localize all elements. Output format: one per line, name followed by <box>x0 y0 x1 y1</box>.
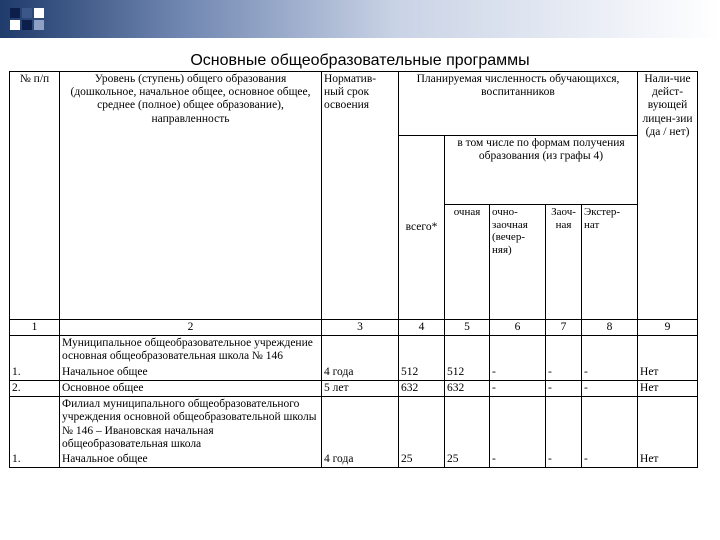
decorative-square <box>22 8 32 18</box>
table-row <box>10 380 698 396</box>
org-row <box>10 397 698 452</box>
row-correspondence: - <box>546 452 582 468</box>
row-level: Начальное общее <box>60 452 322 468</box>
row-total: 25 <box>399 452 445 468</box>
org-name: Муниципальное общеобразовательное учреждение основная общеобразовательная школа № 146 <box>60 336 322 365</box>
row-part-time: - <box>490 365 546 381</box>
column-number: 2 <box>60 320 322 336</box>
row-external: - <box>582 452 638 468</box>
row-license: Нет <box>638 452 698 468</box>
decorative-square <box>34 8 44 18</box>
column-number: 4 <box>399 320 445 336</box>
row-level: Начальное общее <box>60 365 322 381</box>
header-level: Уровень (ступень) общего образования (дошкольное, начальное общее, основное общее, среднее (полное) общее образование), направленность <box>60 72 322 320</box>
row-num: 1. <box>10 452 60 468</box>
row-num: 1. <box>10 365 60 381</box>
row-external: - <box>582 365 638 381</box>
header-term: Норматив-ный срок освоения <box>322 72 399 320</box>
header-planned: Планируемая численность обучающихся, воспитанников <box>399 72 638 136</box>
column-number: 7 <box>546 320 582 336</box>
header-correspondence: Заоч-ная <box>546 205 582 320</box>
decorative-header-bar <box>0 0 720 38</box>
header-including: в том числе по формам получения образования (из графы 4) <box>445 136 638 205</box>
header-total: всего* <box>399 136 445 320</box>
decorative-square <box>10 8 20 18</box>
header-license: Нали-чие дейст-вующей лицен-зии (да / нет) <box>638 72 698 320</box>
header-num: № п/п <box>10 72 60 320</box>
row-term: 5 лет <box>322 380 399 396</box>
column-number: 3 <box>322 320 399 336</box>
decorative-square <box>10 20 20 30</box>
table-row <box>10 452 698 468</box>
table-row <box>10 365 698 381</box>
column-number-row <box>10 320 698 336</box>
column-number: 8 <box>582 320 638 336</box>
header-external: Экстер-нат <box>582 205 638 320</box>
decorative-square <box>22 20 32 30</box>
column-number: 9 <box>638 320 698 336</box>
row-correspondence: - <box>546 365 582 381</box>
programs-table <box>9 71 698 468</box>
row-license: Нет <box>638 365 698 381</box>
row-external: - <box>582 380 638 396</box>
row-part-time: - <box>490 452 546 468</box>
decorative-square <box>34 20 44 30</box>
row-full-time: 512 <box>445 365 490 381</box>
header-part-time: очно-заочная (вечер-няя) <box>490 205 546 320</box>
column-number: 1 <box>10 320 60 336</box>
row-total: 512 <box>399 365 445 381</box>
column-number: 6 <box>490 320 546 336</box>
row-term: 4 года <box>322 365 399 381</box>
slide-title: Основные общеобразовательные программы <box>190 52 530 69</box>
row-term: 4 года <box>322 452 399 468</box>
header-full-time: очная <box>445 205 490 320</box>
org-row <box>10 336 698 365</box>
column-number: 5 <box>445 320 490 336</box>
row-num: 2. <box>10 380 60 396</box>
row-correspondence: - <box>546 380 582 396</box>
row-total: 632 <box>399 380 445 396</box>
row-full-time: 632 <box>445 380 490 396</box>
org-name: Филиал муниципального общеобразовательного учреждения основной общеобразовательной школы № 146 – Ивановская начальная общеобразовательная школа <box>60 397 322 452</box>
row-license: Нет <box>638 380 698 396</box>
row-full-time: 25 <box>445 452 490 468</box>
row-part-time: - <box>490 380 546 396</box>
row-level: Основное общее <box>60 380 322 396</box>
